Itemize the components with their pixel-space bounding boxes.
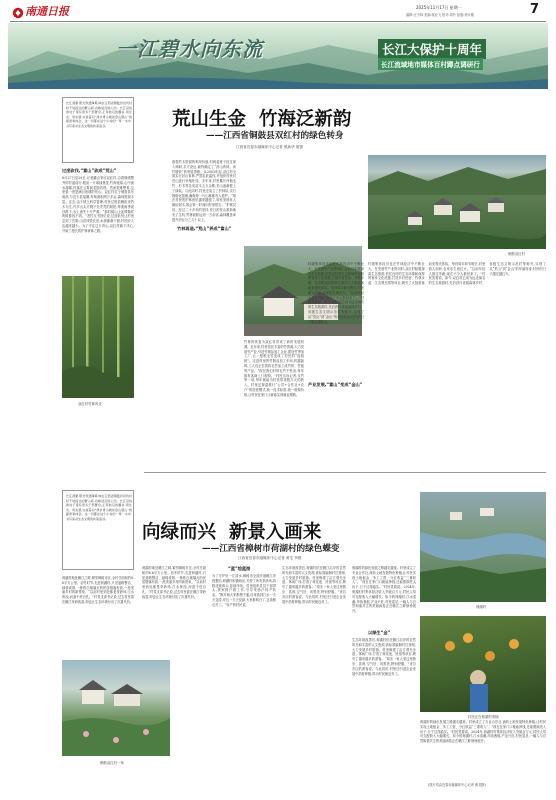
page-number: 7 xyxy=(530,2,540,17)
photo-bamboo-forest xyxy=(62,276,134,398)
photo-caption-village: 铜鼓双红村 xyxy=(508,252,525,256)
intro-text-2: 长江清澈,阳光穿透薄雾,映在江西省铜鼓县双坑村时不时掠过的群山间,也映进百姓心田。长江沿线的村子里有很多干部群众,正用他们的脚步,用生态、用实践,完成着对“绿水青山就是金山银山”的探索和体会。这一切都在这个小村的一草一木中,书写着对生态文明的执着追寻。 xyxy=(66,494,132,521)
banner-calligraphy: 一江碧水向东流 xyxy=(116,37,263,61)
article2-subheading-1: “蓝”绘蓝图 xyxy=(228,566,251,571)
masthead-divider xyxy=(10,21,546,22)
photo-caption-bamboo: 双红村竹林风光 xyxy=(78,402,102,406)
article1-subheadline: ——江西省铜鼓县双红村的绿色转身 xyxy=(206,131,344,141)
photo-caption-river: 荷湖村 xyxy=(476,605,487,609)
article1-column-5: 村级集体经济也在竹林经济中不断壮大。在发展竹产业的同时,双红村积极探索生态旅游,依托良好的生态环境和深厚的客家文化底蕴,打造乡村民宿、竹林步道、生态观光园等项目,吸引了大批游客前来观光体验。每到周末和节假日,村里游人如织,农家乐生意红火。“以前年轻人都往外跑,现在不少人都回来了。”村民笑着说。如今,双红村已成为远近闻名的生态旅游村,先后获评省级森林乡村、省级生态文明示范村等称号,实现了从“荒山”到“金山”的华丽转身,村民的日子越过越红火。 xyxy=(368,262,546,286)
photo-village-aerial xyxy=(368,155,546,249)
river-illustration xyxy=(420,492,546,602)
masthead xyxy=(0,0,556,22)
photo-caption-lotus: 铜鼓双红村一角 xyxy=(100,761,124,765)
banner-subtitle: 长江流域地市媒体百村蹲点调研行 xyxy=(378,58,483,70)
article2-column-4: 荷湖村的绿色发展之路越走越宽。村里成立了专业合作社,流转土地发展特色种植,让村民实现土地租金、务工工资、分红收益“三重收入”。“现在在家门口就能挣钱,还能照顾老人孩子,日子过得踏实。”村民笑着说。2024年,荷湖村村集体经济收入突破百万元,村民人均可支配收入大幅增长。如今的荷湖村,江水清澈,岸线葱郁,产业兴旺,村民富足,一幅人与自然和谐共生的美丽画卷正在赣江之畔徐徐展开。 xyxy=(352,566,416,614)
article1-byline: 江西省宜春市融媒体中心记者 熊新华 胡蕾 xyxy=(236,145,303,149)
article1-column-2: 欲强竹木资源的利用价值,村两委班子经过深入调研,多方论证,最终确定了“封山育林、育竹增收”的发展思路。从2003年起,双红村全面实行封山育林,严禁乱砍滥伐,并组织村民对荒山进行补植补造。多年来,村里累计补植毛竹、杉木等各类苗木五万余株,荒山逐渐披上了绿装。与此同时,村里还成立了护林队,实行网格化管理,确保每一片山林都有人看护。“现在村民的护林意识越来越强了,谁家发现有人偷砍树木,都会第一时间向村里报告。”护林员说。经过二十多年的坚持,昔日的荒山重新焕发了生机,竹林面积达到一万余亩,森林覆盖率提升到百分之九十以上。 xyxy=(172,160,236,222)
banner-tag: 长江大保护十周年 xyxy=(378,39,486,59)
footer-credit: (图片均由宜春市融媒体中心记者 黄龙摄) xyxy=(428,783,486,787)
photo-caption-orchard: 村民正在荷湖村采摘 xyxy=(468,715,499,719)
logo-text: 南通日报 xyxy=(25,5,69,18)
photo-river-aerial xyxy=(420,492,546,602)
article2-column-3: 生态环境改善后,荷湖村依托赣江沿岸的自然风光和丰富的人文资源,高标准编制村庄规划,大力发展乡村旅游。村里修建了沿江观光步道、休闲广场,打造了荷花池、民宿等项目,吸引了越来越多的游客。“周末一家人来这里散步、赏荷,空气好、风景美,特别舒服。”来自市区的游客说。与此同时,村里还引进企业发展中药材种植,带动村民就近务工。 xyxy=(282,566,346,604)
article2-column-5: 生态环境改善后,荷湖村依托赣江沿岸的自然风光和丰富的人文资源,高标准编制村庄规划,大力发展乡村旅游。村里修建了沿江观光步道、休闲广场,打造了荷花池、民宿等项目,吸引了越来越多的游客。“周末一家人来这里散步、赏荷,空气好、风景美,特别舒服。”来自市区的游客说。与此同时,村里还引进企业发展中药材种植,带动村民就近务工。 xyxy=(352,638,416,676)
intro-box-2 xyxy=(62,490,134,570)
village-illustration xyxy=(368,155,546,249)
article1-column-1: 8月27日至29日,记者蹲点采访双红村,沿着修缮整齐的村道前行,眼前一片翠绿葱茏,竹海延绵,山中流水潺潺,村落在云雾间若隐若现。然而很难想象,这里曾一度是满目疮痍的荒山。双红村位于铜鼓县东南部,与宜丰县接壤,村域面积两万多亩,森林资源丰富。过去,由于缺乏科学管理,村民过度依赖砍伐竹木为生,许多山头只剩下光秃秃的树桩,每逢雨季泥沙俱下,水土流失十分严重。“那时候山上连棵像样的树都找不到。”老村支书回忆说,过度砍伐让村里尝到了苦果:山洪冲毁农田,水源渐渐干涸,村民收入也越来越少。为了守住这片青山,双红村痛下决心,开始了漫长的护林育林之路。 xyxy=(62,176,134,233)
article2-byline: 江西省宜春市融媒体中心记者 黄龙 李捷 xyxy=(238,556,302,560)
date-line: 2025年11月17日 星期一 xyxy=(416,5,462,10)
article-divider xyxy=(144,472,546,473)
article2-column-6: 荷湖村的绿色发展之路越走越宽。村里成立了专业合作社,流转土地发展特色种植,让村民实现土地租金、务工工资、分红收益“三重收入”。“现在在家门口就能挣钱,还能照顾老人孩子,日子过得踏实。”村民笑着说。2024年,荷湖村村集体经济收入突破百万元,村民人均可支配收入大幅增长。如今的荷湖村,江水清澈,岸线葱郁,产业兴旺,村民富足,一幅人与自然和谐共生的美丽画卷正在赣江之畔徐徐展开。 xyxy=(420,720,546,744)
article1-column-4: 村级集体经济也在竹林经济中不断壮大。在发展竹产业的同时,双红村积极探索生态旅游,依托良好的生态环境和深厚的客家文化底蕴,打造乡村民宿、竹林步道、生态观光园等项目,吸引了大批游客前来观光体验。每到周末和节假日,村里游人如织,农家乐生意红火。“以前年轻人都往外跑,现在不少人都回来了。”村民笑着说。如今,双红村已成为远近闻名的生态旅游村,先后获评省级森林乡村、省级生态文明示范村等称号,实现了从“荒山”到“金山”的华丽转身,村民的日子越过越红火。 xyxy=(308,262,364,324)
orchard-illustration xyxy=(420,616,546,712)
article2-subheadline: ——江西省樟树市荷湖村的绿色蝶变 xyxy=(202,544,340,554)
article2-subheading-2: 以绿生“金” xyxy=(368,630,391,635)
bamboo-illustration xyxy=(62,276,134,398)
banner xyxy=(8,23,548,89)
article1-subheading-3: 产业发展,“富山”变成“金山” xyxy=(308,382,363,387)
article1-subheading-2: 竹林再造,“荒山”养成“富山” xyxy=(177,226,232,231)
article1-subheading-1: 过度砍伐,“富山”砍成“荒山” xyxy=(62,168,117,173)
article2-column-2: 为了守护好一江清水,樟树市全面开展赣江岸线整治,荷湖村积极响应,关停了所有采砂场,拆除违规码头,复绿岸线。村里组织党员干部带头,挨家挨户做工作,引导采砂户转产转业。“刚开始大家都想不通,后来看到江水一天天变清,岸边一天天变绿,大家都明白了,这条路走对了。”转产的村民说。 xyxy=(212,574,276,607)
photo-orchard-harvest xyxy=(420,616,546,712)
intro-box xyxy=(62,97,134,163)
article1-headline: 荒山生金 竹海泛新韵 xyxy=(172,109,352,130)
article2-column-1: 荷湖村地处赣江之畔,紧邻樟树市区,全村总面积约8.6平方公里。初冬时节,走进荷湖村,只见道路整洁、绿树成荫,一栋栋白墙黛瓦的民居错落有致,一派美丽乡村的新景象。“以前村里到处都是采砂场,江水浑浊,河道千疮百孔。”村党支部书记说,过去村民靠在赣江采砂致富,却也让生态环境付出了沉重代价。 xyxy=(142,566,206,599)
article2-left-text: 荷湖村地处赣江之畔,紧邻樟树市区,全村总面积约8.6平方公里。初冬时节,走进荷湖村,只见道路整洁、绿树成荫,一栋栋白墙黛瓦的民居错落有致,一派美丽乡村的新景象。“以前村里到处都是采砂场,江水浑浊,河道千疮百孔。”村党支部书记说,过去村民靠在赣江采砂致富,却也让生态环境付出了沉重代价。 xyxy=(62,576,134,604)
intro-text: 长江清澈,阳光穿透薄雾,映在江西省铜鼓县双坑村时不时掠过的群山间,也映进百姓心田。长江沿线的村子里有很多干部群众,正用他们的脚步,用生态、用实践,完成着对“绿水青山就是金山银山”的探索和体会。这一切都在这个小村的一草一木中,书写着对生态文明的执着追寻。 xyxy=(66,101,132,128)
staff-line: 编辑:汪小林 美编:蒋亚飞 校对:周玲 组版:徐永刚 xyxy=(406,13,474,17)
newspaper-logo xyxy=(12,5,72,19)
article2-headline: 向绿而兴 新景入画来 xyxy=(142,522,322,543)
article1-column-3: 竹林的恢复为双红村带来了新的发展机遇。近年来,村里依托丰富的竹资源,大力发展竹产业,引进竹制品加工企业,建设竹笋加工厂,让一根根毛竹变成了村民的“摇钱树”。走进村里的竹制品加工车间,机器轰鸣,工人们正忙着将毛竹加工成竹筷、竹板等产品。“现在我们村的毛竹不愁卖,每年都有客商上门收购。”村民告诉记者,仅竹笋一项,每年就能为村民带来数万元的收入。村里还探索推行“公司+合作社+农户”的经营模式,统一技术标准,统一收购价格,让村民在家门口就能实现就业增收。 xyxy=(244,340,304,397)
